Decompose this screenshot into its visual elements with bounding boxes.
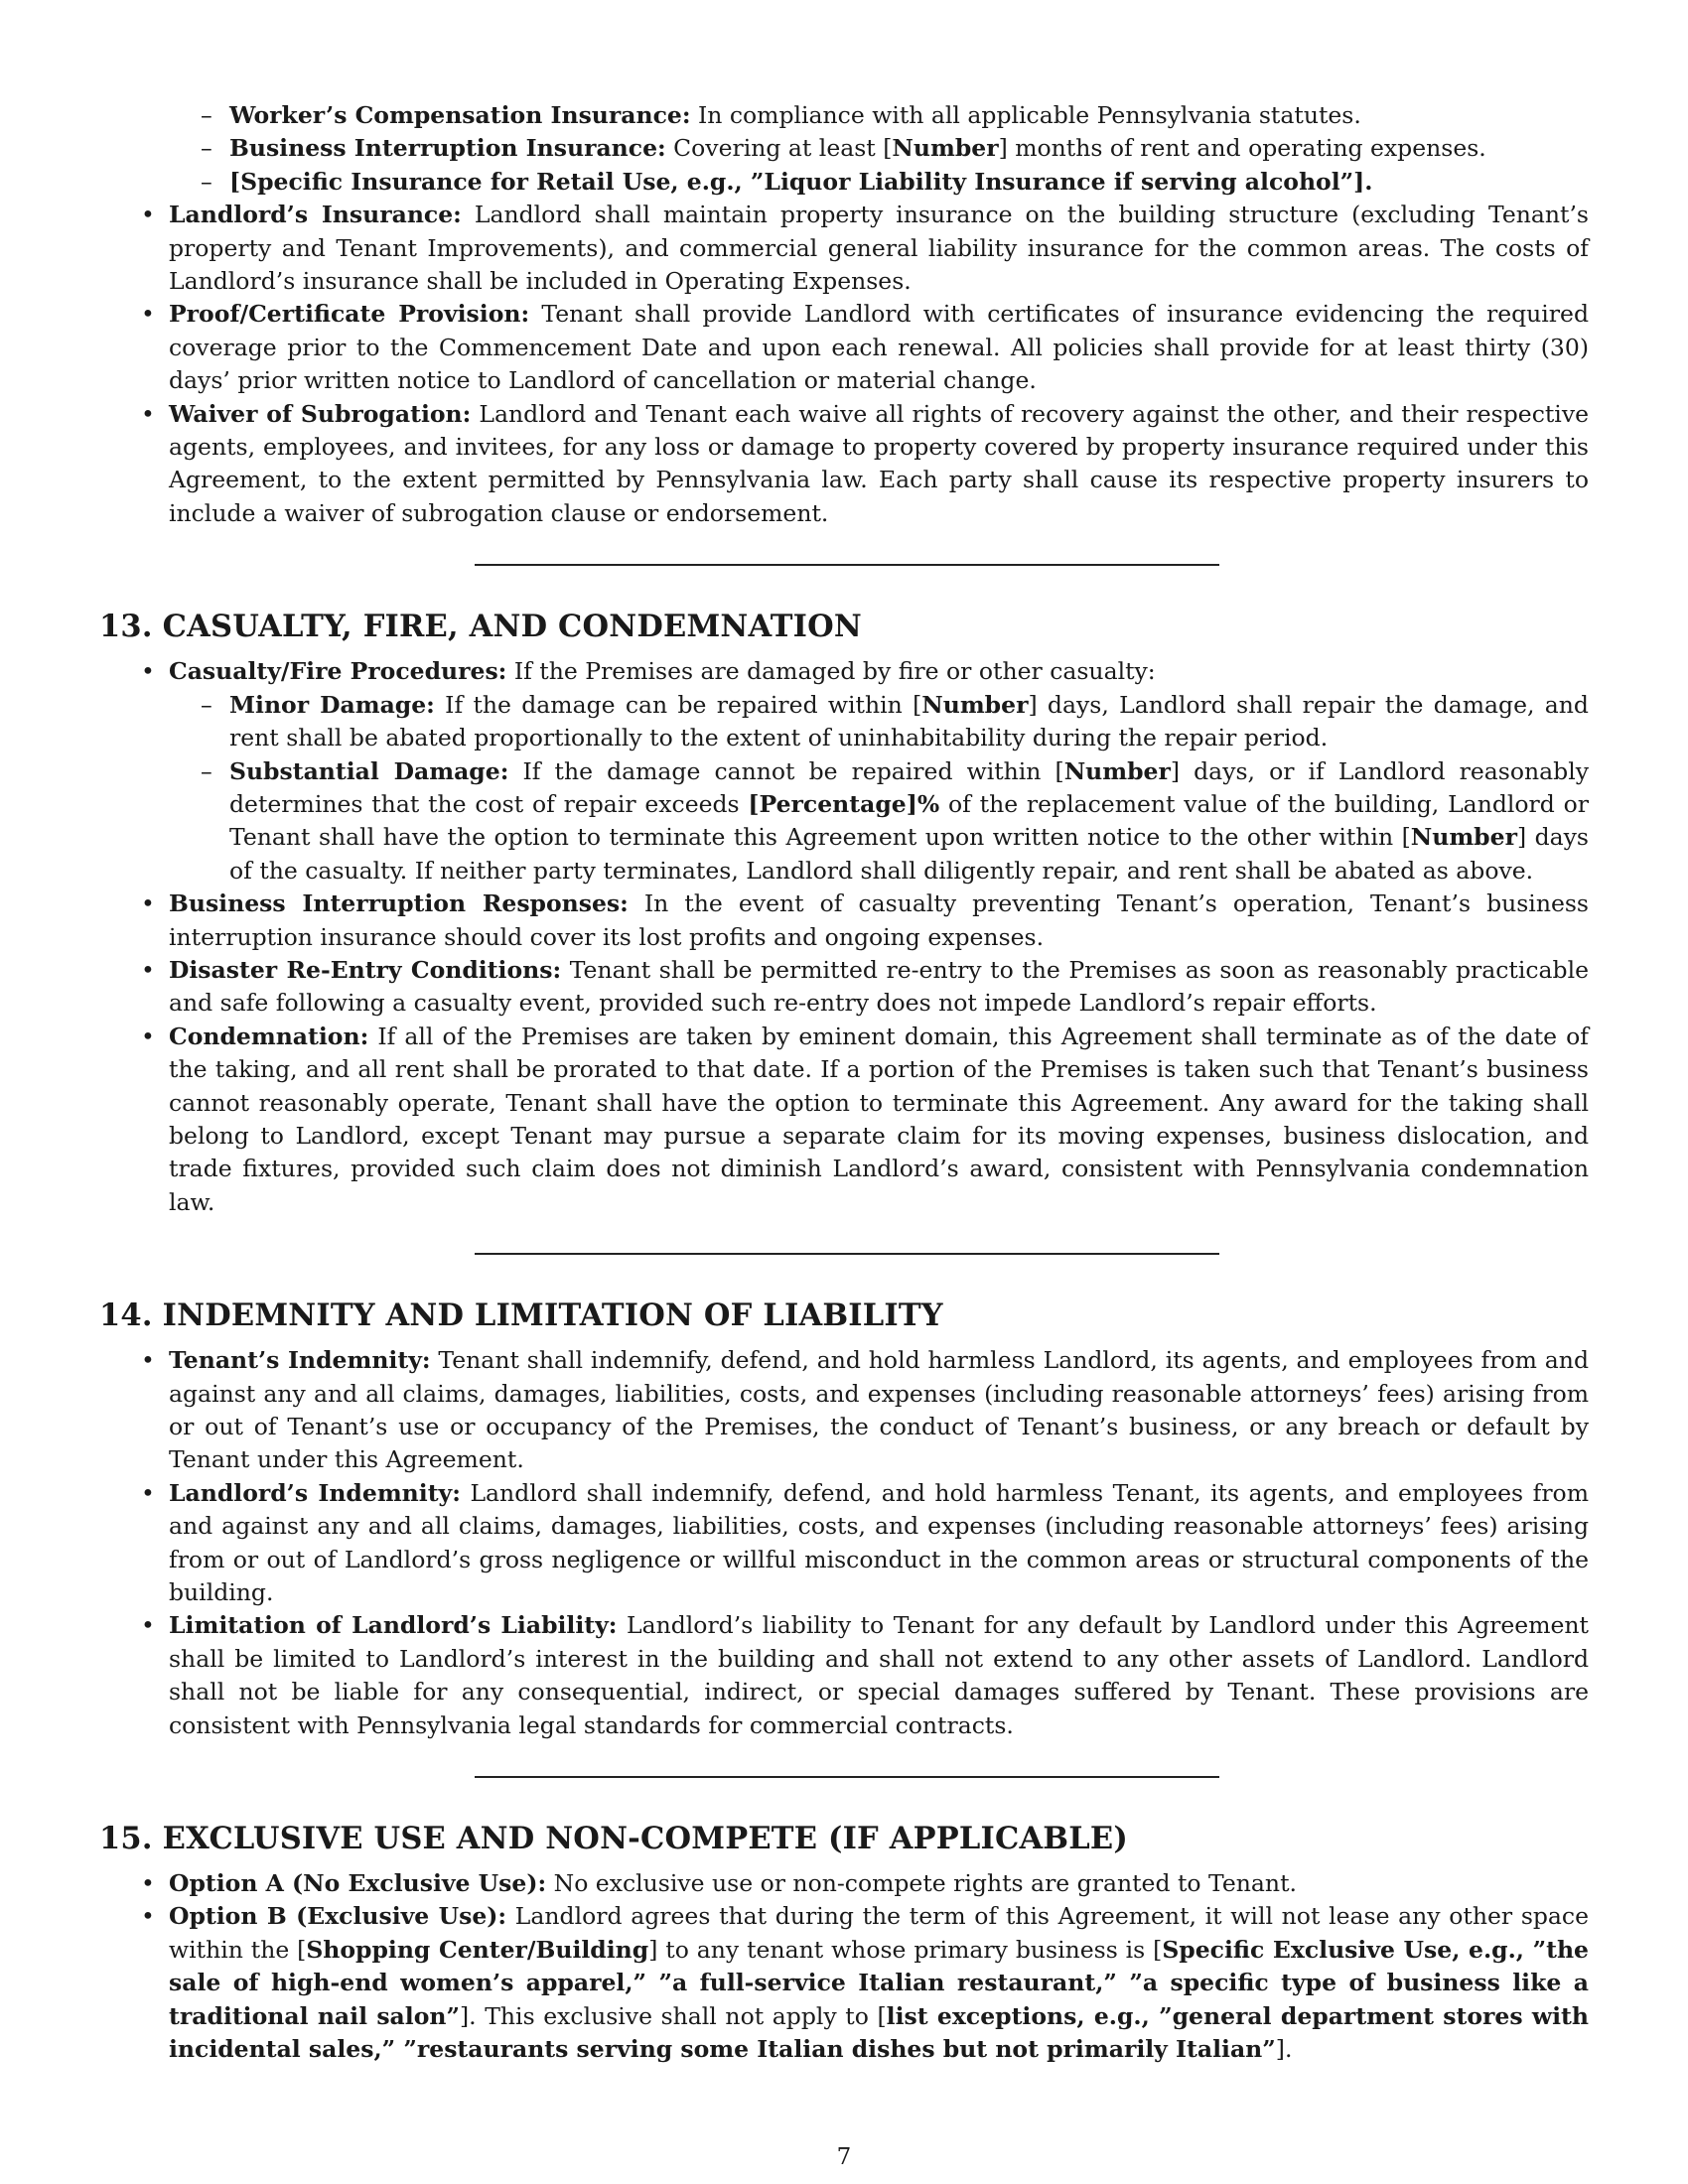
item-label: Landlord’s Insurance: [169,201,462,229]
placeholder: Specific Exclusive Use, e.g., ”the sale of high-end women’s apparel,” ”a full-service Italian restaurant,” ”a specific type of business like a traditional nail salon” [169,1935,1589,2030]
placeholder: Number [1410,823,1517,852]
section-title: EXCLUSIVE USE AND NON-COMPETE (IF APPLICABLE) [162,1821,1129,1857]
item-label: Minor Damage: [229,690,435,719]
section-heading [99,608,1589,645]
placeholder: list exceptions, e.g., ”general department stores with incidental sales,” ”restaurants serving some Italian dishes but not primarily Italian” [169,2001,1589,2064]
item-label: Limitation of Landlord’s Liability: [169,1611,618,1640]
damage-sublist [169,689,1589,887]
list-item [99,99,1589,132]
item-text: No exclusive use or non-compete rights are granted to Tenant. [546,1869,1297,1898]
list-item: – Substantial Damage: If the damage cannot be repaired within [Number] days, or if Landlord reasonably determines that the cost of repair exceeds [Percentage]% of the replacement value of the building, Landlord or Tenant shall have the option to terminate this Agreement upon written notice to the other within [Number] days of the casualty. If neither party terminates, Landlord shall diligently repair, and rent shall be abated as above. [169,755,1589,888]
item-text: If all of the Premises are taken by eminent domain, this Agreement shall terminate as of the date of the taking, and all rent shall be prorated to that date. If a portion of the Premises is taken such that Tenant’s business cannot reasonably operate, Tenant shall have the option to terminate this Agreement. Any award for the taking shall belong to Landlord, except Tenant may pursue a separate claim for its moving expenses, business dislocation, and trade fixtures, provided such claim does not diminish Landlord’s award, consistent with Pennsylvania condemnation law. [169,1022,1589,1216]
item-label: Business Interruption Insurance: [229,134,666,163]
item-label: Substantial Damage: [229,756,509,785]
document-page [99,99,1589,2067]
section-heading [99,1297,1589,1334]
list-item [99,199,1589,298]
item-label: Condemnation: [169,1022,369,1050]
item-text: Landlord shall maintain property insurance on the building structure (excluding Tenant’s property and Tenant Improvements), and commercial general liability insurance for the common areas. The costs of Landlord’s insurance shall be included in Operating Expenses. [169,201,1589,296]
section-divider [475,1776,1219,1778]
item-label: Option A (No Exclusive Use): [169,1869,547,1898]
indemnity-list [99,1344,1589,1742]
item-label: Landlord’s Indemnity: [169,1478,461,1507]
item-text: Tenant shall indemnify, defend, and hold harmless Landlord, its agents, and employees from and against any and all claims, damages, liabilities, costs, and expenses (including reasonable attorneys’ fees) arising from or out of Tenant’s use or occupancy of the Premises, the conduct of Tenant’s business, or any breach or default by Tenant under this Agreement. [169,1346,1589,1474]
section-number: 15. [99,1821,153,1857]
item-text: ] months of rent and operating expenses. [998,134,1486,163]
list-item [99,398,1589,531]
item-label: Tenant’s Indemnity: [169,1346,431,1375]
section-title: CASUALTY, FIRE, AND CONDEMNATION [162,609,862,645]
list-item [99,1344,1589,1477]
list-item: – Minor Damage: If the damage can be repaired within [Number] days, Landlord shall repair the damage, and rent shall be abated proportionally to the extent of uninhabitability during the repair period. [169,689,1589,755]
list-item [99,1867,1589,1900]
list-item [99,132,1589,165]
section-heading [99,1820,1589,1857]
item-label: Disaster Re-Entry Conditions: [169,955,562,984]
insurance-sublist [99,99,1589,199]
item-text: If the Premises are damaged by fire or other casualty: [506,657,1156,686]
list-item [99,1021,1589,1219]
section-number: 14. [99,1297,153,1334]
exclusive-use-list [99,1867,1589,2066]
item-text: Tenant shall be permitted re-entry to the Premises as soon as reasonably practicable and safe following a casualty event, provided such re-entry does not impede Landlord’s repair efforts. [169,955,1589,1018]
item-text: Covering at least [ [665,134,893,163]
item-label: Business Interruption Responses: [169,889,629,918]
insurance-list [99,199,1589,530]
list-item: • Option B (Exclusive Use): Landlord agrees that during the term of this Agreement, it will not lease any other space within the [Shopping Center/Building] to any tenant whose primary business is [Specific Exclusive Use, e.g., ”the sale of high-end women’s apparel,” ”a full-service Italian restaurant,” ”a specific type of business like a traditional nail salon”]. This exclusive shall not apply to [list exceptions, e.g., ”general department stores with incidental sales,” ”restaurants serving some Italian dishes but not primarily Italian”]. [99,1900,1589,2066]
placeholder: [Percentage]% [748,789,940,818]
list-item [99,954,1589,1021]
list-item [99,655,1589,887]
item-label: Proof/Certificate Provision: [169,300,530,329]
list-item [99,887,1589,954]
page-number: 7 [836,2144,852,2170]
item-text: Landlord and Tenant each waive all rights of recovery against the other, and their respective agents, employees, and invitees, for any loss or damage to property covered by property insurance required under this Agreement, to the extent permitted by Pennsylvania law. Each party shall cause its respective property insurers to include a waiver of subrogation clause or endorsement. [169,399,1589,527]
section-divider [475,564,1219,566]
section-divider [475,1253,1219,1255]
section-title: INDEMNITY AND LIMITATION OF LIABILITY [162,1297,943,1334]
item-text: Landlord shall indemnify, defend, and hold harmless Tenant, its agents, and employees from and against any and all claims, damages, liabilities, costs, and expenses (including reasonable attorneys’ fees) arising from or out of Landlord’s gross negligence or willful misconduct in the common areas or structural components of the building. [169,1478,1589,1607]
item-label: Option B (Exclusive Use): [169,1902,507,1931]
section-number: 13. [99,609,153,645]
placeholder: Number [892,134,999,163]
item-text: Tenant shall provide Landlord with certificates of insurance evidencing the required coverage prior to the Commencement Date and upon each renewal. All policies shall provide for at least thirty (30) days’ prior written notice to Landlord of cancellation or material change. [169,300,1589,395]
placeholder: Shopping Center/Building [306,1935,649,1964]
item-text: In compliance with all applicable Pennsylvania statutes. [690,101,1361,129]
placeholder: Number [921,690,1029,719]
item-text: Landlord’s liability to Tenant for any default by Landlord under this Agreement shall be limited to Landlord’s interest in the building and shall not extend to any other assets of Landlord. Landlord shall not be liable for any consequential, indirect, or special damages suffered by Tenant. These provisions are consistent with Pennsylvania legal standards for commercial contracts. [169,1611,1589,1739]
item-label: Casualty/Fire Procedures: [169,657,507,686]
placeholder: Number [1063,756,1171,785]
item-text: In the event of casualty preventing Tenant’s operation, Tenant’s business interruption insurance should cover its lost profits and ongoing expenses. [169,889,1589,951]
item-label: Worker’s Compensation Insurance: [229,101,691,129]
casualty-list [99,655,1589,1219]
placeholder: [Specific Insurance for Retail Use, e.g., ”Liquor Liability Insurance if serving alcohol”]. [229,167,1373,196]
item-label: Waiver of Subrogation: [169,399,472,428]
list-item [99,298,1589,397]
list-item [99,1477,1589,1610]
list-item [99,1609,1589,1742]
list-item [99,166,1589,199]
